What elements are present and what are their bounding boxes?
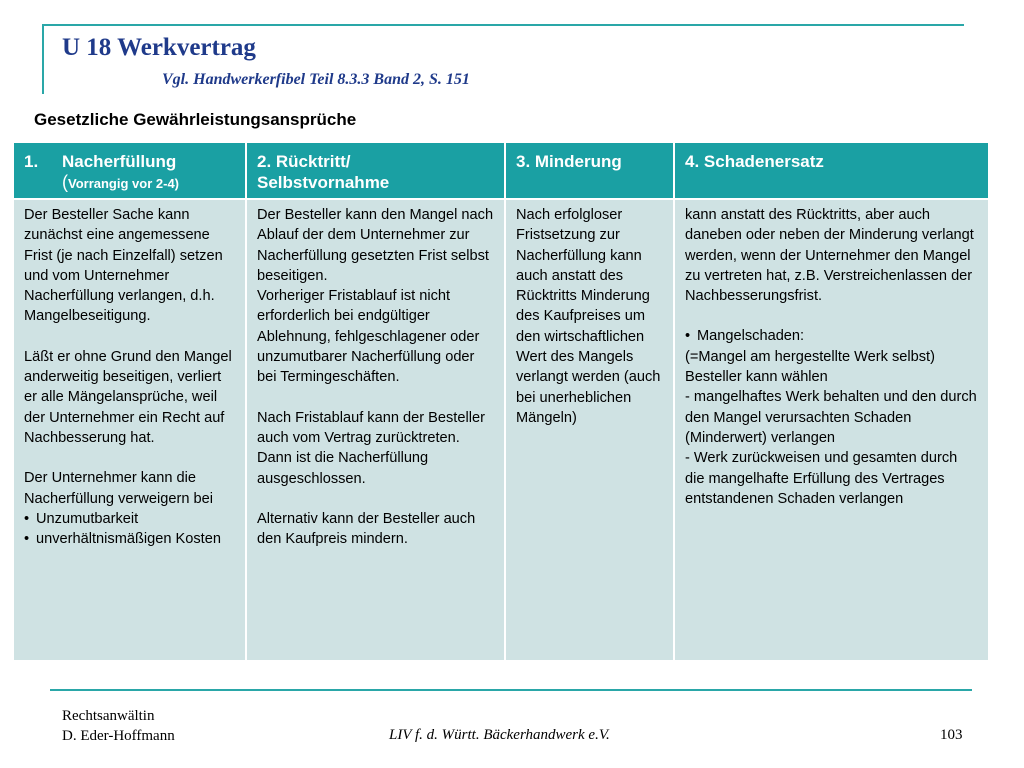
bullet-text: Mangelschaden: [697,328,805,345]
page-number: 103 [940,727,963,743]
header-schadenersatz [674,142,989,199]
warranty-table [12,141,990,662]
header-ruecktritt [246,142,505,199]
cell-ruecktritt [246,199,505,661]
cell-minderung [505,199,674,661]
bullet-item [685,326,980,346]
header-label: 4. Schadenersatz [685,152,824,171]
bullet-text: Unzumutbarkeit [36,510,139,527]
paragraph: Der Besteller Sache kann zunächst eine angemessene Frist (je nach Einzelfall) setzen und vom Unternehmer Nacherfüllung verlangen, d.h. Mangelbeseitigung. [24,207,223,325]
cell-nacherfuellung [13,199,246,661]
header-label-line1: 2. Rücktritt/ [257,152,351,171]
header-minderung [505,142,674,199]
slide-title: U 18 Werkvertrag [62,34,256,61]
bullet-icon: • [24,531,30,548]
header-label: Nacherfüllung [62,152,177,171]
paragraph: Der Unternehmer kann die Nacherfüllung verweigern bei [24,470,214,507]
title-frame-top-line [42,24,964,26]
header-paren: ( [62,172,68,192]
table-row [13,199,989,661]
footer-author [62,706,175,746]
paragraph: Alternativ kann der Besteller auch den Kaufpreis mindern. [257,510,476,548]
bullet-item [24,529,237,549]
bullet-text: unverhältnismäßigen Kosten [36,531,221,548]
table-header-row [13,142,989,199]
bullet-item [24,509,237,529]
header-note: Vorrangig vor 2-4) [68,176,180,191]
paragraph: kann anstatt des Rücktritts, aber auch daneben oder neben der Minderung verlangt werden, wenn der Unternehmer den Mangel zu vertreten hat, z.B. Verstreichenlassen der Nachbesserungsfrist. [685,207,974,305]
footer-author-name: D. Eder-Hoffmann [62,728,175,744]
title-frame-left-line [42,24,44,94]
header-number: 1. [24,152,39,171]
paragraph: - Werk zurückweisen und gesamten durch die mangelhafte Erfüllung des Vertrages entstandenen Schaden verlangen [685,450,958,507]
footer-organization: LIV f. d. Württ. Bäckerhandwerk e.V. [389,727,610,743]
bullet-icon: • [24,510,30,527]
cell-schadenersatz [674,199,989,661]
bullet-icon: • [685,328,691,345]
header-nacherfuellung [13,142,246,199]
footer-divider [50,689,972,691]
paragraph: - mangelhaftes Werk behalten und den durch den Mangel verursachten Schaden (Minderwert) verlangen [685,389,977,446]
slide-subtitle: Vgl. Handwerkerfibel Teil 8.3.3 Band 2, S. 151 [162,71,470,88]
paragraph: Nach Fristablauf kann der Besteller auch vom Vertrag zurücktreten. Dann ist die Nacherfüllung ausgeschlossen. [257,409,485,487]
paragraph: Vorheriger Fristablauf ist nicht erforderlich bei endgültiger Ablehnung, fehlgeschlagener oder unzumutbarer Nacherfüllung oder bei Termingeschäften. [257,288,480,386]
footer-author-title: Rechtsanwältin [62,708,155,724]
section-heading: Gesetzliche Gewährleistungsansprüche [34,110,357,129]
header-label: 3. Minderung [516,152,622,171]
paragraph: Läßt er ohne Grund den Mangel anderweitig beseitigen, verliert er alle Mängelansprüche, weil der Unternehmer ein Recht auf Nachbesserung hat. [24,348,232,446]
header-label-line2: Selbstvornahme [257,173,390,192]
paragraph: Nach erfolgloser Fristsetzung zur Nacherfüllung kann auch anstatt des Rücktritts Minderung des Kaufpreises um den wirtschaftlichen Wert des Mangels verlangt werden (auch bei unerheblichen Mängeln) [516,207,661,426]
paragraph: (=Mangel am hergestellte Werk selbst) Besteller kann wählen [685,348,935,386]
paragraph: Der Besteller kann den Mangel nach Ablauf der dem Unternehmer zur Nacherfüllung gesetzten Frist selbst beseitigen. [257,207,494,284]
